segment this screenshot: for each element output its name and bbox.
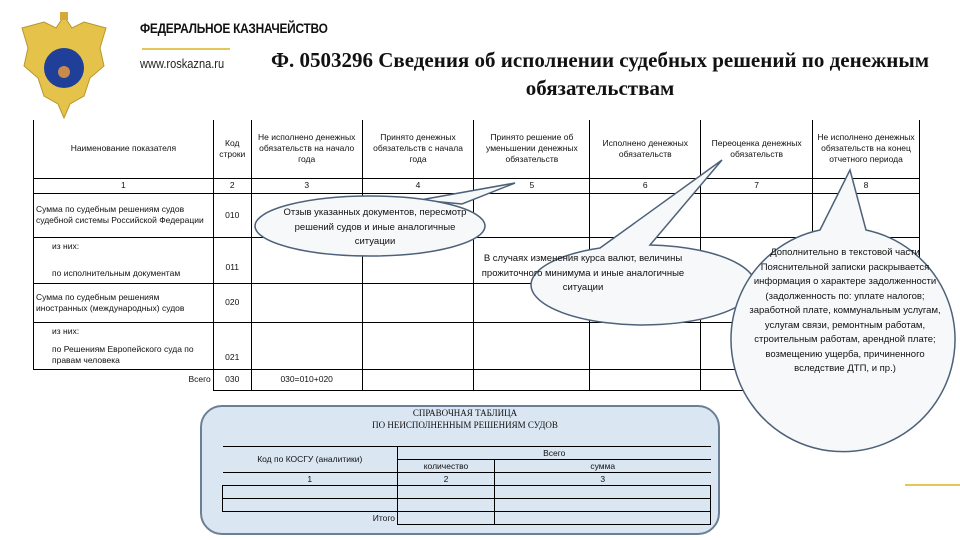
callout-text-3: Дополнительно в текстовой части Пояснительной записки раскрывается информация о характере задолженности (задолженность по: уплате налогов; заработной плате, коммунальным услугам, услугам связи, ремонтным работам, строительным работам, арендной плате; возмещению ущерба, причиненного вследствие ДТП, и пр.) [749,247,941,374]
column-number: 8 [813,178,920,193]
row-name: Сумма по судебным решениям судов судебной системы Российской Федерации [34,193,214,237]
callout-bubble-2 [531,160,755,325]
reference-table-title: СПРАВОЧНАЯ ТАБЛИЦА ПО НЕИСПОЛНЕННЫМ РЕШЕНИЯМ СУДОВ [372,408,558,430]
column-header: количество [398,460,495,473]
column-header: Исполнено денежных обязательств [590,120,701,178]
callout-text-1: Отзыв указанных документов, пересмотр решений судов и иные аналогичные ситуации [283,207,467,247]
page-title: Ф. 0503296 Сведения об исполнении судебных решений по денежным обязательствам [270,48,930,100]
column-header: Код по КОСГУ (аналитики) [223,447,398,473]
row-name: Сумма по судебным решениям иностранных (международных) судов [34,283,214,322]
row-name: Всего [34,369,214,390]
column-header: Всего [398,447,711,460]
column-number: 7 [701,178,813,193]
column-number: 1 [223,473,398,486]
callout-text-2: В случаях изменения курса валют, величины прожиточного минимума и иные аналогичные ситуации [481,253,685,293]
column-header: Не исполнено денежных обязательств на начало года [251,120,362,178]
row-code: 030 [213,369,251,390]
website-link[interactable]: www.roskazna.ru [140,56,225,71]
row-code: 021 [213,322,251,369]
org-name: ФЕДЕРАЛЬНОЕ КАЗНАЧЕЙСТВО [140,20,328,36]
column-number: 6 [590,178,701,193]
row-name: из них: по исполнительным документам [34,237,214,283]
row-code: 010 [213,193,251,237]
column-header: Код строки [213,120,251,178]
column-number: 3 [495,473,711,486]
column-number: 2 [213,178,251,193]
column-header: Принято денежных обязательств с начала года [362,120,474,178]
decorative-line [905,484,960,486]
column-number: 1 [34,178,214,193]
column-header: Не исполнено денежных обязательств на конец отчетного периода [813,120,920,178]
column-number: 5 [474,178,590,193]
column-header: Принято решение об уменьшении денежных обязательств [474,120,590,178]
row-code: 020 [213,283,251,322]
column-number: 4 [362,178,474,193]
row-name: из них: по Решениям Европейского суда по правам человека [34,322,214,369]
column-header: Наименование показателя [34,120,214,178]
formula-cell: 030=010+020 [251,369,362,390]
column-number: 2 [398,473,495,486]
row-code: 011 [213,237,251,283]
column-header: Переоценка денежных обязательств [701,120,813,178]
column-header: сумма [495,460,711,473]
total-label: Итого [223,512,398,525]
column-number: 3 [251,178,362,193]
